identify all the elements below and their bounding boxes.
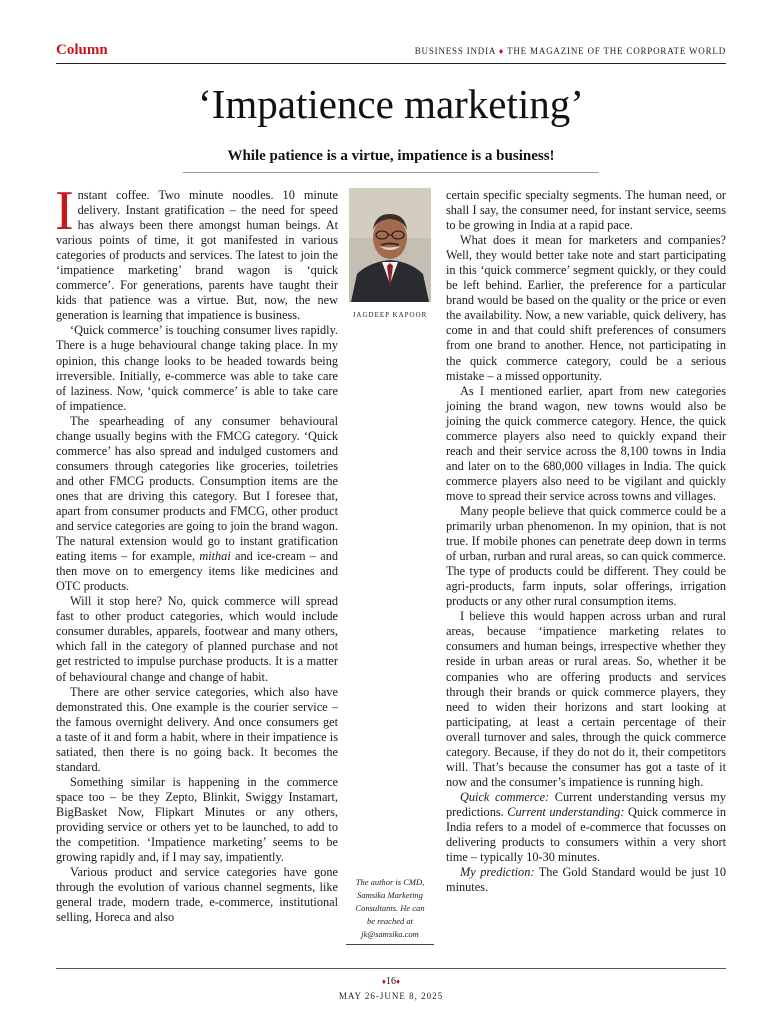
column-left (55, 180, 338, 925)
drop-cap: I (55, 180, 74, 242)
paragraph: I believe this would happen across urban and rural areas, because ‘impatience marketing relates to consumers and human beings, irrespective whether they reside in urban areas or rural areas. So, whether it be companies who are offering products and services through their brands or quick commerce players, they need to widen their horizons and start looking at participating, at least a certain percentage of their overall turnover and sales, through the quick commerce category. Because, if they do not do it, their competitors will. That’s because the consumer has got a taste of it now and the consumer’s impatience is running high. (446, 609, 726, 789)
italic-label: Quick commerce: (460, 789, 550, 804)
italic-label: My prediction: (460, 865, 535, 880)
section-label: Column (56, 42, 108, 58)
paragraph: Instant coffee. Two minute noodles. 10 minute delivery. Instant gratification – the need for speed has always been there amongst human beings. At various points of time, it got manifested in various categories of products and services. The latest to join the ‘impatience marketing’ brand wagon is ‘quick commerce’. For generations, parents have taught their kids that patience was a virtue. But, now, the new generation is learning that impatience is business. (55, 180, 338, 323)
footer-rule (56, 968, 726, 969)
author-note: The author is CMD, Samsika Marketing Consultants. He can be reached at jk@samsika.com (346, 876, 434, 945)
author-email: jk@samsika.com (346, 928, 434, 945)
paragraph: What does it mean for marketers and companies? Well, they would better take note and start participating in this ‘quick commerce’ segment quickly, or they could be left behind. Earlier, the preference for a particular brand would be based on the quality or the price or even the availability. Now, a new variable, quick delivery, has come in and that could shift preferences of consumers from one brand to another. Hence, not participating in the quick commerce category, could be a serious mistake – a missed opportunity. (446, 233, 726, 383)
article-title: ‘Impatience marketing’ (198, 81, 584, 127)
magazine-tagline (415, 46, 726, 56)
paragraph: My prediction: The Gold Standard would be just 10 minutes. (446, 865, 726, 895)
paragraph: Many people believe that quick commerce could be a primarily urban phenomenon. In my opinion, that is not true. If mobile phones can penetrate deep down in terms of urban, rurban and rural areas, so can quick commerce. The type of products could be different. They could be agri-products, farm inputs, solar offerings, irrigation products or any other rural consumption items. (446, 503, 726, 609)
diamond-icon: ♦ (498, 46, 505, 56)
paragraph: The spearheading of any consumer behavioural change usually begins with the FMCG category. ‘Quick commerce’ has also spread and indulged customers and consumers through categories like groceries, toiletries and other FMCG products. Consumption items are the ones that are driving this category. But I foresee that, apart from consumer products and FMCG, other product and service categories are going to join the brand wagon. The natural extension would go to instant gratification eating items – for example, mithai and ice-cream – and then move on to emergency items like medicines and OTC products. (56, 413, 338, 594)
magazine-slogan: THE MAGAZINE OF THE CORPORATE WORLD (507, 46, 726, 56)
portrait-illustration (349, 188, 431, 302)
paragraph: Various product and service categories have gone through the evolution of various channel segments, like general trade, modern trade, e-commerce, institutional selling, Horeca and also (56, 865, 338, 925)
issue-date: MAY 26-JUNE 8, 2025 (338, 991, 444, 1001)
paragraph: certain specific specialty segments. The human need, or shall I say, the consumer need, for instant service, seems to be growing in India at a rapid pace. (446, 188, 726, 233)
magazine-name: BUSINESS INDIA (414, 46, 496, 56)
italic-label: Current understanding: (507, 804, 625, 819)
article-deck: While patience is a virtue, impatience is a business! (227, 148, 555, 164)
paragraph: There are other service categories, which also have demonstrated this. One example is the courier service – the famous overnight delivery. And once consumers get a taste of it and form a habit, where in their impatience is satiated, then there is no going back. It becomes the standard. (56, 684, 338, 774)
paragraph: ‘Quick commerce’ is touching consumer lives rapidly. There is a huge behavioural change taking place. In my opinion, this change looks to be headed towards being irreversible. Initially, e-commerce was able to take care of laziness. Now, ‘quick commerce’ is able to take care of impatience. (56, 323, 338, 413)
author-photo (349, 188, 431, 302)
paragraph: Will it stop here? No, quick commerce will spread fast to other product categories, which would include consumer durables, apparels, footwear and many others, which fall in the category of planned purchase and not get restricted to impulse purchase products. It is a matter of behavioural change and change of habit. (56, 594, 338, 684)
author-name-caption: JAGDEEP KAPOOR (352, 311, 428, 319)
header-rule (56, 63, 726, 64)
page-number: ♦16♦ (381, 976, 401, 987)
paragraph: Quick commerce: Current understanding versus my predictions. Current understanding: Quick commerce in India refers to a model of e-commerce that focusses on delivering products to consumers within a very short time – typically 10-30 minutes. (446, 789, 726, 865)
italic-term: mithai (199, 549, 231, 564)
paragraph: As I mentioned earlier, apart from new categories joining the brand wagon, new towns would also be joining the quick commerce category. Hence, the quick commerce players also need to quickly expand their reach and their service across the 8,100 towns in India and later on to the 680,000 villages in India. The quick commerce players also need to be vigilant and quickly move to spread their service across towns and villages. (446, 383, 726, 503)
diamond-icon: ♦ (396, 977, 401, 986)
diamond-icon: ♦ (381, 977, 386, 986)
deck-rule (183, 172, 599, 173)
paragraph: Something similar is happening in the commerce space too – be they Zepto, Blinkit, Swiggy Instamart, BigBasket Now, Flipkart Minutes or any others, providing service or others yet to be launched, to add to the competition. ‘Impatience marketing’ seems to be growing rapidly and, if I may say, impatiently. (56, 774, 338, 865)
column-right (446, 188, 726, 895)
